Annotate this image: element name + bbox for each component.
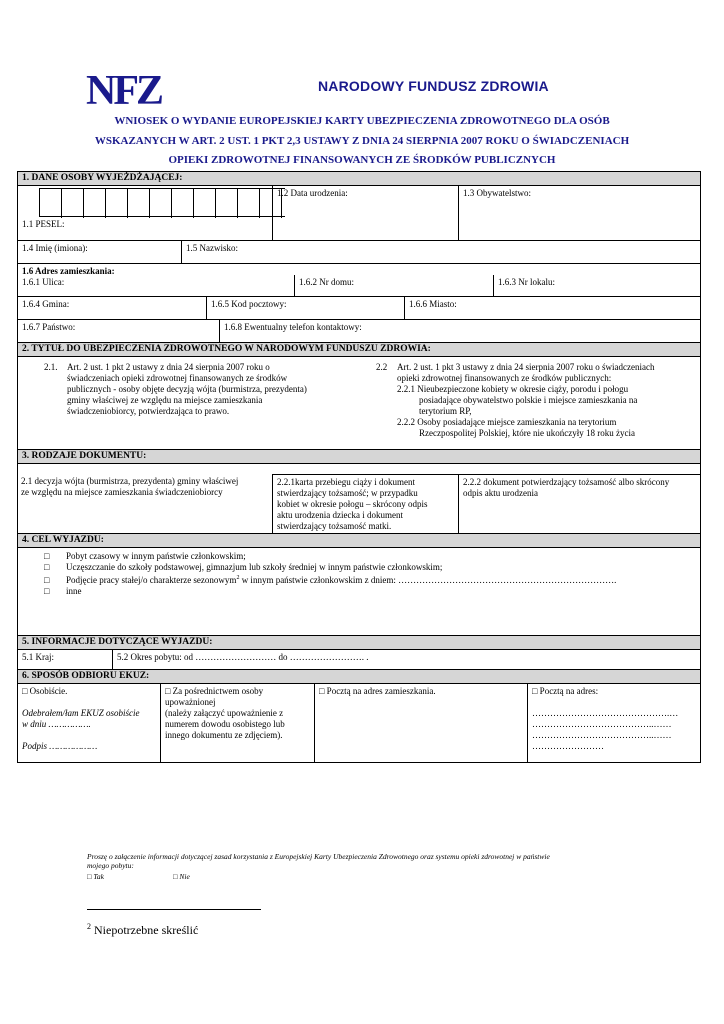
- birth-date-field[interactable]: 1.2 Data urodzenia:: [272, 185, 459, 241]
- pesel-cell[interactable]: [17, 185, 273, 241]
- flat-no-field[interactable]: 1.6.3 Nr lokalu:: [493, 275, 701, 297]
- phone-field[interactable]: 1.6.8 Ewentualny telefon kontaktowy:: [219, 319, 701, 343]
- nfz-logo-text: NFZ: [86, 68, 161, 110]
- section-2-header: 2. TYTUŁ DO UBEZPIECZENIA ZDROWOTNEGO W NARODOWYM FUNDUSZU ZDROWIA:: [17, 342, 701, 357]
- postal-code-field[interactable]: 1.6.5 Kod pocztowy:: [206, 296, 405, 320]
- section-5-header: 5. INFORMACJE DOTYCZĄCE WYJAZDU:: [17, 635, 701, 650]
- doc-type-2-2-1[interactable]: 2.2.1karta przebiegu ciąży i dokument stwierdzający tożsamość; w przypadku kobiet w okresie połogu – skrócony odpis aktu urodzenia dziecka i dokument stwierdzający tożsamość matki.: [272, 474, 459, 535]
- info-request-yes[interactable]: □ Tak: [87, 872, 104, 881]
- pickup-by-post-home[interactable]: □ Pocztą na adres zamieszkania.: [314, 683, 528, 763]
- info-request: Proszę o załączenie informacji dotyczącej zasad korzystania z Europejskiej Karty Ubezpieczenia Zdrowotnego oraz systemu opieki zdrowotnej w państwie mojego pobytu:: [87, 852, 550, 870]
- house-no-field[interactable]: 1.6.2 Nr domu:: [294, 275, 494, 297]
- country-field[interactable]: 1.6.7 Państwo:: [17, 319, 220, 343]
- title-2-1-number: 2.1.: [44, 362, 58, 372]
- doc-type-2-2-2[interactable]: 2.2.2 dokument potwierdzający tożsamość albo skrócony odpis aktu urodzenia: [458, 474, 701, 535]
- title-2-1-text[interactable]: Art. 2 ust. 1 pkt 2 ustawy z dnia 24 sierpnia 2007 roku o świadczeniach opieki zdrowotnej finansowanych ze środków publicznych - osoby objęte decyzją wójta (burmistrza, prezydenta) gminy właściwej ze względu na miejsce zamieszkania świadczeniobiorcy, potwierdzająca to prawo.: [67, 362, 307, 416]
- purpose-school[interactable]: □ Uczęszczanie do szkoły podstawowej, gimnazjum lub szkoły średniej w innym państwie członkowskim;: [44, 562, 443, 572]
- pesel-label: 1.1 PESEL:: [22, 219, 65, 229]
- city-field[interactable]: 1.6.6 Miasto:: [404, 296, 701, 320]
- pesel-boxes[interactable]: [39, 188, 285, 217]
- address-heading: 1.6 Adres zamieszkania:: [22, 266, 115, 276]
- org-name: NARODOWY FUNDUSZ ZDROWIA: [318, 78, 549, 94]
- purpose-list: [44, 551, 694, 597]
- title-2-2-number: 2.2: [376, 362, 388, 372]
- last-name-field[interactable]: 1.5 Nazwisko:: [181, 240, 701, 264]
- travel-country-field[interactable]: 5.1 Kraj:: [17, 649, 113, 670]
- section-1-header: 1. DANE OSOBY WYJEŻDŻAJĄCEJ:: [17, 171, 701, 186]
- pickup-in-person[interactable]: □ Osobiście. Odebrałem/łam EKUZ osobiście w dniu ……………. Podpis ………………: [17, 683, 161, 763]
- section-4-header: 4. CEL WYJAZDU:: [17, 533, 701, 548]
- title-2-2-text[interactable]: Art. 2 ust. 1 pkt 3 ustawy z dnia 24 sierpnia 2007 roku o świadczeniach opieki zdrowotnej finansowanych ze środków publicznych: 2.2.1 Nieubezpieczone kobiety w okresie ciąży, porodu i połogu posiadające obywatelstwo polskie i miejsce zamieszkania na terytorium RP, 2.2.2 Osoby posiadające miejsce zamieszkania na terytorium Rzeczpospolitej Polskiej, które nie ukończyły 18 roku życia: [397, 362, 655, 438]
- pickup-by-post-address[interactable]: □ Pocztą na adres: ……………………………………….… …………………………………..…… …………………………………..…… ……………………: [527, 683, 701, 763]
- doc-type-2-1[interactable]: 2.1 decyzja wójta (burmistrza, prezydenta) gminy właściwej ze względu na miejsce zamieszkania świadczeniobiorcy: [17, 474, 273, 535]
- purpose-work[interactable]: □ Podjęcie pracy stałej/o charakterze sezonowym$^2$ w innym państwie członkowskim z dniem: ……………………………………………………………….: [44, 575, 617, 585]
- stay-period-field[interactable]: 5.2 Okres pobytu: od ……………………… do ……………………. .: [112, 649, 701, 670]
- section-6-header: 6. SPOSÓB ODBIORU EKUZ:: [17, 669, 701, 684]
- purpose-other[interactable]: □ inne: [44, 586, 82, 596]
- info-request-no[interactable]: □ Nie: [173, 872, 190, 881]
- footnote: $^2$ Niepotrzebne skreślić: [87, 922, 199, 937]
- section-3-header: 3. RODZAJE DOKUMENTU:: [17, 449, 701, 464]
- footnote-divider: [87, 909, 261, 910]
- purpose-temporary-stay[interactable]: □ Pobyt czasowy w innym państwie członkowskim;: [44, 551, 246, 561]
- pickup-by-proxy[interactable]: □ Za pośrednictwem osoby upoważnionej (należy załączyć upoważnienie z numerem dowodu osobistego lub innego dokumentu ze zdjęciem).: [160, 683, 315, 763]
- first-name-field[interactable]: 1.4 Imię (imiona):: [17, 240, 182, 264]
- street-field[interactable]: 1.6.1 Ulica:: [17, 275, 295, 297]
- nfz-logo: [86, 66, 166, 110]
- commune-field[interactable]: 1.6.4 Gmina:: [17, 296, 207, 320]
- citizenship-field[interactable]: 1.3 Obywatelstwo:: [458, 185, 701, 241]
- form-title: WNIOSEK O WYDANIE EUROPEJSKIEJ KARTY UBEZPIECZENIA ZDROWOTNEGO DLA OSÓB WSKAZANYCH W ART. 2 UST. 1 PKT 2,3 USTAWY Z DNIA 24 SIERPNIA 2007 ROKU O ŚWIADCZENIACH OPIEKI ZDROWOTNEJ FINANSOWANYCH ZE ŚRODKÓW PUBLICZNYCH: [94, 115, 630, 166]
